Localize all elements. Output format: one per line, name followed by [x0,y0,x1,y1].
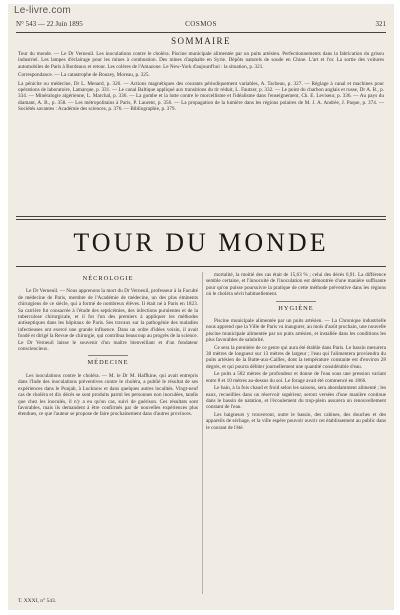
main-title: TOUR DU MONDE [73,228,329,257]
left-column [18,272,198,594]
watermark: Le-livre.com [14,5,71,16]
summary-paragraph: Correspondance. — La catastrophe de Bouzey, Moreau, p. 325. [18,72,150,79]
section-divider [88,355,128,356]
page-number: 321 [375,20,386,28]
article-paragraph: Ce sera la première de ce genre qui aura été établie dans Paris. Le bassin mesurera 30 mètres de longueur sur 13 mètres de largeur ; l'eau qui l'alimentera proviendra du puits artésien de la Butte-aux-Cailles, dont la température constante est d'environ 28 degrés, et qui pourra débiter journellement une quantité considérable d'eau. [206,344,386,370]
summary-rule [16,216,386,217]
journal-name: COSMOS [185,20,217,28]
article-paragraph: Le bain, à la fois chaud et froid selon les saisons, sera abondamment alimenté ; les eaux, recueillies dans un réservoir supérieur, seront versées d'une manière continue dans le bassin de natation, et l'écoulement du trop-plein assurera un renouvellement constant de l'eau. [206,385,386,411]
right-column [206,272,386,594]
article-paragraph: Les inoculations contre le choléra. — M. le Dr M. Haffkine, qui avait entrepris dans l'Inde des inoculations préventives contre le choléra, a publié le résultat de ses expériences dans le Punjab, à Lucknow et dans quelques autres localités. Vingt-neuf cas de choléra et dix décès se sont produits parmi les personnes non inoculées, tandis que chez les inoculés, il n'y a eu qu'un cas, suivi de guérison. Ces résultats sont favorables, mais ils demandent à être confirmés par de nouvelles expériences plus étendues, ce que l'auteur se propose de faire prochainement dans d'autres provinces. [18,372,198,418]
article-paragraph: Les baigneurs y trouveront, outre le bassin, des cabines, des douches et des appareils de séchage, et la ville espère pouvoir ouvrir cet établissement au public dans le courant de l'été. [206,411,386,431]
section-divider [276,301,316,302]
article-paragraph: Le Dr Verneuil. — Nous apprenons la mort du Dr Verneuil, professeur à la Faculté de médecine de Paris, membre de l'Académie de médecine, un des plus éminents chirurgiens de ce siècle, qui a formé de nombreux élèves. Il était né à Paris en 1823. Sa carrière fut consacrée à l'étude des septicémies, des infections purulentes et de la tuberculose chirurgicale, et il fut l'un des premiers à appliquer les méthodes antiseptiques dans les hôpitaux de Paris. Ses travaux sur la pathogénie des maladies infectieuses ont exercé une grande influence. Dans un ordre d'idées voisin, il avait fondé et dirigé la Revue de chirurgie, qui contribua beaucoup au progrès de la science. Le Dr Verneuil laisse le souvenir d'un maître bienveillant et d'un fondateur consciencieux. [18,288,198,353]
summary-paragraph: Tour du monde. — Le Dr Verneuil. Les inoculations contre le choléra. Piscine municipale alimentée par un puits artésien. Perfectionnements dans la fabrication du grisou industriel. Les lampes d'éclairage pour les mines à combustion. Des mines d'asphalte en Syrie. Dépôts naturels de soude en Chine. L'art et l'or. La sortie des voitures automobiles de Paris à Bordeaux et retour. Les colères de l'Amazone. Le New-York d'aujourd'hui : la situation, p. 321. [18,51,384,70]
column-divider [202,272,203,594]
section-heading-necrologie: NÉCROLOGIE [82,275,134,282]
article-paragraph: Le puits a 582 mètres de profondeur et donne de l'eau sous une pression variant entre 8 et 10 mètres au-dessus du sol. Le forage avait été commencé en 1866. [206,371,386,384]
document-page [8,4,394,610]
article-paragraph: mortalité, la moitié des cas était de 15,63 % ; celui des décès 6,91. La différence semble certaine, et l'innocuité de l'inoculation est démontrée d'une manière suffisante pour qu'on puisse poursuivre la pratique de cette méthode préventive dans les régions où le choléra sévit habituellement. [206,272,386,298]
section-heading-medecine: MÉDECINE [87,359,129,367]
summary-title: SOMMAIRE [171,36,231,46]
volume-footer: T. XXXI, n° 543. [18,598,57,604]
summary-paragraph: La pénicite ou médecine, Dr L. Menard, p. 326. — Actions magnétiques des courants périodiquement variables, A. Tacheau, p. 327. — Réglage à canal et machines pour opérations de laboratoire, Lamarque, p. 331. — Le canal Baltique appliqué aux transitions du tir réduit, L. Fautzer, p. 332. — Le point du charbon anglais et russe, Dr A. B., p. 334. — Minéralogie algérienne, L. Marchal, p. 336. — La gombe et la lutte contre le morcellisme et l'idéalisme dans l'enseignement, Ch. E. Leviseur, p. 336. — Au pays du diamant, A. B., p. 358. — Les métropolitains à Paris, P. Laurent, p. 356. — La propagation de la lumière dans les régions polaires de M. J. A. Andrée, J. Paque, p. 374. — Sociétés savantes : Académie des sciences, p. 376. — Bibliographie, p. 379. [18,80,384,113]
summary-text [18,51,384,213]
section-heading-hygiene: HYGIÈNE [278,304,314,312]
article-paragraph: Piscine municipale alimentée par un puits artésien. — La Chronique industrielle nous apprend que la Ville de Paris va inaugurer, au mois d'août prochain, une nouvelle piscine municipale alimentée par un puits artésien, et installée dans les conditions les plus favorables de salubrité. [206,318,386,344]
running-header [16,20,386,32]
summary-rule-double [16,219,386,220]
header-rule [16,32,386,33]
title-rule [16,266,386,267]
issue-date: N° 543 — 22 Juin 1895 [16,20,83,28]
